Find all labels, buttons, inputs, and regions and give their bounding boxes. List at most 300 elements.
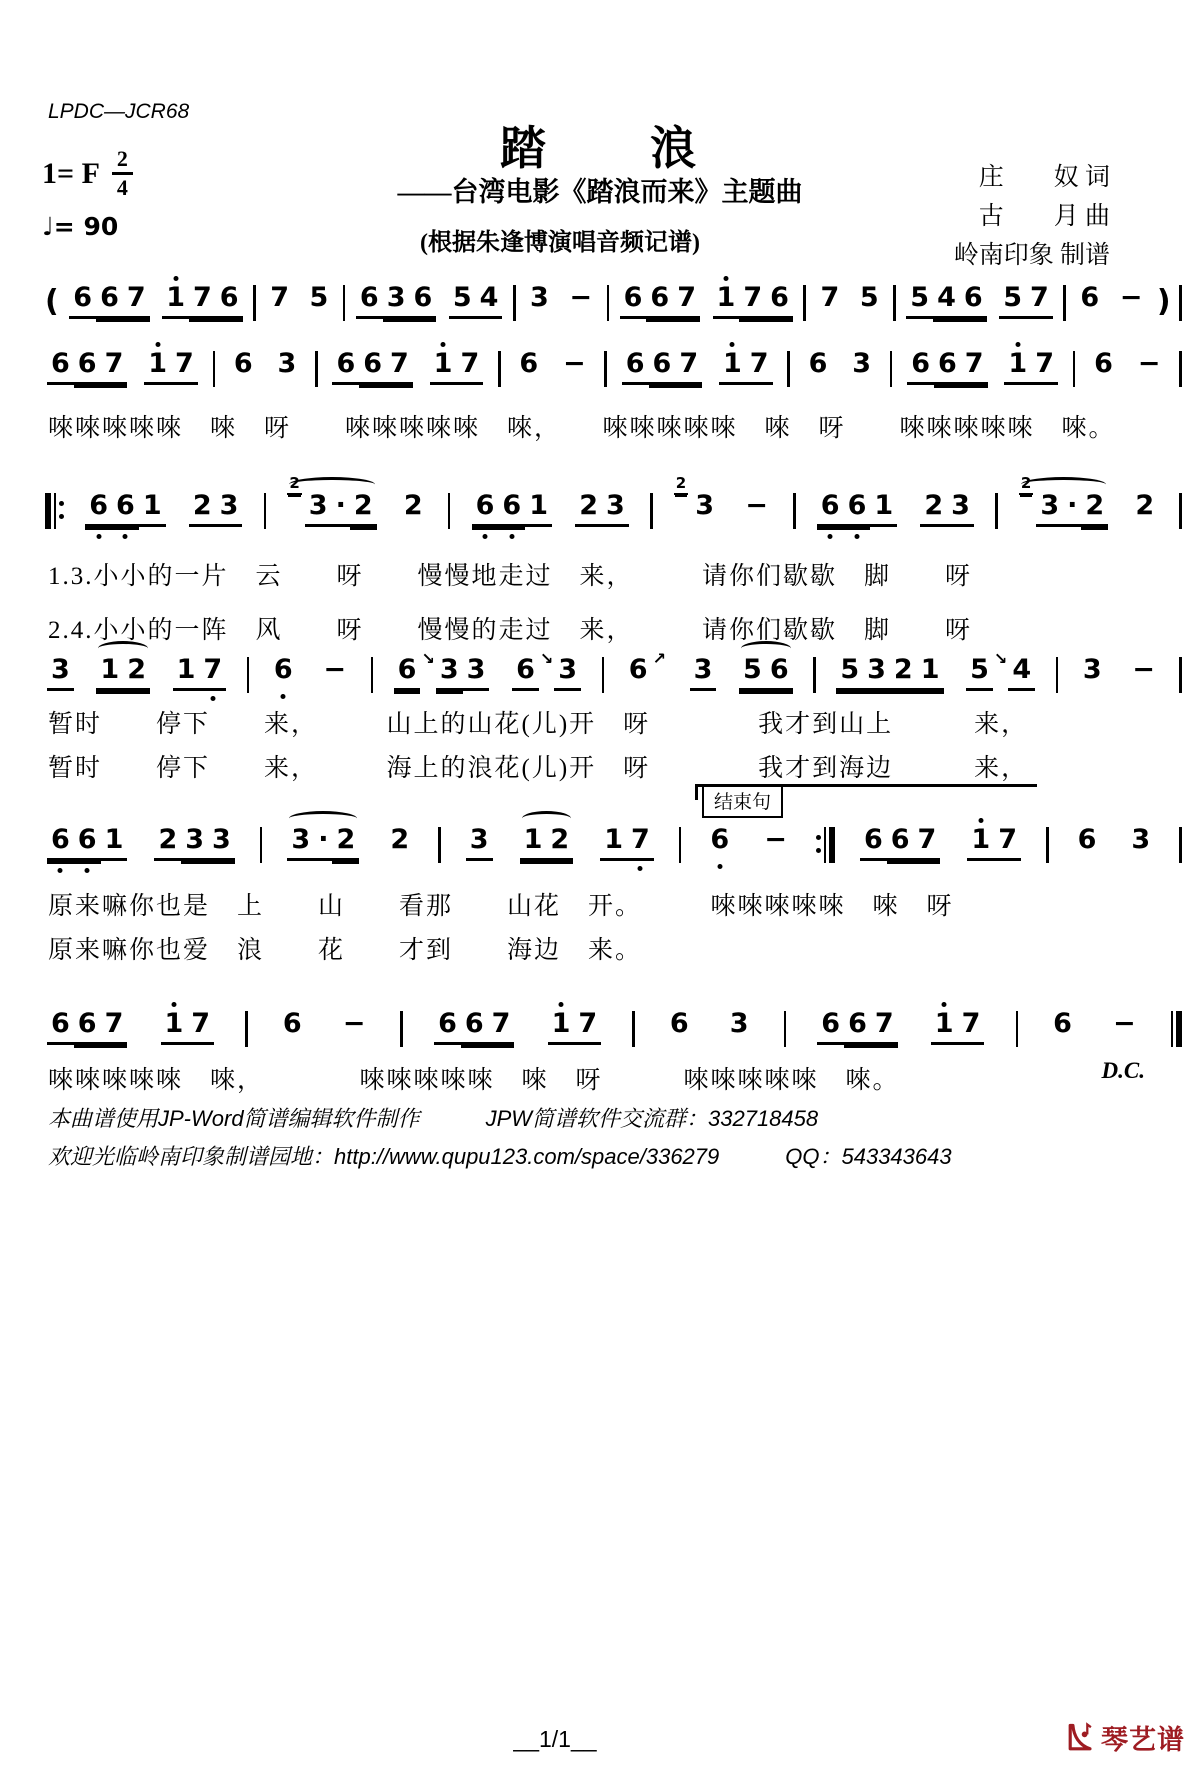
note-group bbox=[964, 649, 1037, 691]
note: 7 bbox=[123, 284, 150, 319]
note: 6 bbox=[498, 492, 525, 527]
note: 3 bbox=[305, 492, 332, 527]
note-group bbox=[159, 1010, 217, 1045]
note-group bbox=[918, 492, 976, 527]
note: 6 bbox=[47, 826, 74, 861]
barline-thin bbox=[54, 493, 57, 529]
note-group bbox=[803, 350, 834, 385]
note: 6 bbox=[649, 350, 676, 385]
barline-thin bbox=[602, 657, 605, 693]
note-group bbox=[546, 1010, 604, 1045]
parenthesis: ) bbox=[1156, 284, 1171, 319]
note: 6 bbox=[47, 1010, 74, 1045]
note: 6 bbox=[622, 350, 649, 385]
note: 7 bbox=[574, 1010, 601, 1045]
barline bbox=[1179, 285, 1182, 321]
note: 6 bbox=[817, 492, 844, 527]
note: 6 bbox=[359, 350, 386, 385]
note: 3 bbox=[1036, 492, 1063, 527]
repeat-dot bbox=[59, 501, 64, 506]
barline-thin bbox=[803, 285, 806, 321]
note-group bbox=[618, 284, 702, 319]
note: 2 bbox=[154, 826, 181, 861]
slide-mark: ↘ bbox=[539, 649, 554, 668]
logo-icon bbox=[1063, 1720, 1099, 1756]
note-group bbox=[1017, 474, 1110, 527]
note: 5 bbox=[999, 284, 1026, 319]
note: · bbox=[314, 826, 332, 861]
note-group bbox=[45, 350, 129, 385]
note: 7 bbox=[871, 1010, 898, 1045]
barline-thin bbox=[213, 351, 216, 387]
barline bbox=[995, 493, 998, 529]
note: · bbox=[1063, 492, 1081, 527]
note-group bbox=[1107, 1010, 1142, 1045]
note: 3 bbox=[947, 492, 974, 527]
note: 7 bbox=[456, 350, 483, 385]
note: 6 bbox=[332, 350, 359, 385]
note-group bbox=[1114, 284, 1149, 319]
note: 6 bbox=[1053, 1008, 1072, 1039]
dc-mark: D.C. bbox=[1101, 1058, 1145, 1083]
note: 6 bbox=[461, 1010, 488, 1045]
lyric-line-verse2: 2.4.小小的一阵 风 呀 慢慢的走过 来， 请你们歇歇 脚 呀 bbox=[48, 617, 973, 644]
barline-thin bbox=[813, 657, 816, 693]
note: 6 bbox=[356, 284, 383, 319]
barline-thin bbox=[604, 351, 607, 387]
note: 1 bbox=[520, 826, 547, 861]
note: 3 bbox=[208, 826, 235, 861]
note: 7 bbox=[101, 350, 128, 385]
note-group bbox=[510, 649, 583, 691]
barline bbox=[1179, 493, 1182, 529]
note-group bbox=[354, 284, 438, 319]
time-signature-bottom: 4 bbox=[116, 175, 128, 200]
barline-thin bbox=[371, 657, 374, 693]
note: 2 bbox=[1081, 492, 1108, 527]
note-group bbox=[929, 1010, 987, 1045]
credits-block bbox=[954, 158, 1110, 275]
note: − bbox=[342, 1008, 366, 1039]
barline-thin bbox=[1179, 351, 1182, 387]
note: 3 bbox=[863, 656, 890, 691]
note: 3 bbox=[690, 656, 717, 691]
repeat-dots bbox=[816, 835, 821, 853]
music-line-4 bbox=[45, 649, 1182, 700]
note-group bbox=[45, 826, 129, 861]
lyric-line-verse1: 1.3.小小的一片 云 呀 慢慢地走过 来， 请你们歇歇 脚 呀 bbox=[48, 563, 973, 590]
note: 7 bbox=[675, 350, 702, 385]
note: − bbox=[562, 348, 586, 379]
note: 7 bbox=[739, 284, 766, 319]
barline bbox=[245, 1011, 248, 1047]
note-group bbox=[965, 826, 1023, 861]
note: 3 bbox=[466, 826, 493, 861]
note: 7 bbox=[994, 826, 1021, 861]
grace-note: 2 bbox=[1019, 476, 1033, 495]
barline-thick bbox=[1176, 1011, 1182, 1047]
note: 1 bbox=[1004, 350, 1031, 385]
note-group bbox=[758, 826, 793, 861]
barline bbox=[602, 657, 605, 693]
note-group bbox=[724, 1010, 755, 1045]
music-line-3 bbox=[45, 474, 1182, 536]
note-group bbox=[272, 350, 303, 385]
note-group bbox=[737, 656, 795, 691]
barline bbox=[793, 493, 796, 529]
note-group bbox=[464, 826, 495, 861]
note: 5 bbox=[966, 656, 993, 691]
note: 3 bbox=[47, 656, 74, 691]
note: 2 bbox=[575, 492, 602, 527]
barline-thin bbox=[253, 285, 256, 321]
note: − bbox=[323, 654, 346, 685]
note-group bbox=[513, 350, 544, 385]
note: 3 bbox=[383, 284, 410, 319]
note: 7 bbox=[820, 282, 840, 313]
note-group bbox=[1002, 350, 1060, 385]
subtitle: ——台湾电影《踏浪而来》主题曲 bbox=[397, 177, 803, 207]
note: 7 bbox=[199, 656, 226, 691]
barline-thin bbox=[513, 285, 516, 321]
barline bbox=[1063, 285, 1066, 321]
note: − bbox=[764, 824, 787, 855]
tempo-value: = 90 bbox=[53, 212, 119, 241]
logo-text: 琴艺谱 bbox=[1101, 1725, 1185, 1755]
barline-thin bbox=[498, 351, 501, 387]
slide-mark: ↘ bbox=[421, 649, 435, 668]
note-group bbox=[228, 350, 259, 385]
repeat-dot bbox=[816, 835, 821, 840]
barline bbox=[1179, 827, 1182, 863]
note-group bbox=[1072, 826, 1103, 861]
barline bbox=[213, 351, 216, 387]
note: 7 bbox=[171, 350, 198, 385]
note-group bbox=[337, 1010, 372, 1045]
slide-mark: ↘ bbox=[993, 649, 1008, 668]
note-group bbox=[152, 826, 236, 861]
note: 3 bbox=[729, 1008, 749, 1039]
note-group bbox=[598, 826, 656, 861]
barline bbox=[247, 657, 250, 693]
note-group bbox=[672, 474, 720, 527]
note: 6 bbox=[620, 284, 647, 319]
barline bbox=[604, 351, 607, 387]
note-group bbox=[187, 492, 245, 527]
note: 6 bbox=[646, 284, 673, 319]
barline bbox=[1016, 1011, 1019, 1047]
note: 6 bbox=[960, 284, 987, 319]
note: 6 bbox=[1094, 348, 1113, 379]
barline-thin bbox=[247, 657, 250, 693]
note-group bbox=[711, 284, 795, 319]
note: 3 bbox=[530, 282, 549, 313]
barline-thin bbox=[1063, 285, 1066, 321]
credit-transcriber: 岭南印象 制谱 bbox=[953, 242, 1110, 269]
note-group bbox=[563, 284, 598, 319]
note-group bbox=[171, 656, 229, 691]
note-group bbox=[398, 492, 429, 527]
note: − bbox=[1113, 1008, 1136, 1039]
note-group bbox=[277, 1010, 308, 1045]
note: 4 bbox=[476, 284, 503, 319]
barline bbox=[315, 351, 318, 387]
note-group bbox=[997, 284, 1055, 319]
barline-thin bbox=[400, 1011, 403, 1047]
note: 7 bbox=[386, 350, 413, 385]
barline bbox=[513, 285, 516, 321]
barline bbox=[400, 1011, 403, 1047]
note: 1 bbox=[870, 492, 897, 527]
grace-note: 2 bbox=[674, 476, 688, 495]
lyric-line-la-final: 唻唻唻唻唻 唻， 唻唻唻唻唻 唻 呀 唻唻唻唻唻 唻。 bbox=[48, 1067, 900, 1094]
note-group bbox=[717, 350, 775, 385]
note: 1 bbox=[162, 284, 189, 319]
note: 6 bbox=[844, 492, 871, 527]
ending-phrase-label: 结束句 bbox=[702, 787, 783, 818]
barline bbox=[343, 285, 346, 321]
barline-thin bbox=[260, 827, 263, 863]
time-signature-top: 2 bbox=[112, 148, 133, 175]
barline bbox=[371, 657, 374, 693]
footer-credit-1: 本曲谱使用JP-Word简谱编辑软件制作 JPW简谱软件交流群：332718458 bbox=[48, 1106, 819, 1131]
barline-thin bbox=[1171, 1011, 1174, 1047]
note: 1 bbox=[139, 492, 166, 527]
note-group bbox=[142, 350, 200, 385]
barline bbox=[1056, 657, 1059, 693]
note: 1 bbox=[430, 350, 457, 385]
barline bbox=[264, 493, 267, 529]
note: 1 bbox=[173, 656, 200, 691]
note: 7 bbox=[187, 1010, 214, 1045]
barline bbox=[1171, 1011, 1182, 1047]
note: 1 bbox=[931, 1010, 958, 1045]
lyric-line-la: 唻唻唻唻唻 唻 呀 唻唻唻唻唻 唻， 唻唻唻唻唻 唻 呀 唻唻唻唻唻 唻。 bbox=[48, 415, 1116, 442]
note: 2 bbox=[1135, 490, 1155, 521]
slide-mark: ↗ bbox=[652, 649, 666, 668]
note: 3 bbox=[287, 826, 314, 861]
note: 3 bbox=[181, 826, 208, 861]
note: 4 bbox=[1008, 656, 1035, 691]
note-group bbox=[317, 656, 352, 691]
lyric-line-verse1c: 原来嘛你也是 上 山 看那 山花 开。 唻唻唻唻唻 唻 呀 bbox=[48, 893, 954, 920]
note: 6 bbox=[410, 284, 437, 319]
note: − bbox=[1137, 348, 1161, 379]
note: 1 bbox=[917, 656, 944, 691]
barline-thin bbox=[650, 493, 653, 529]
note: 2 bbox=[890, 656, 917, 691]
note: 5 bbox=[906, 284, 933, 319]
note: 6 bbox=[96, 284, 123, 319]
barline-thin bbox=[824, 827, 827, 863]
note: 7 bbox=[627, 826, 654, 861]
note: 2 bbox=[350, 492, 377, 527]
barline-thin bbox=[1016, 1011, 1019, 1047]
music-line-2 bbox=[45, 350, 1182, 394]
note: 2 bbox=[403, 490, 423, 521]
note-group bbox=[45, 1010, 129, 1045]
barline-thin bbox=[1179, 827, 1182, 863]
note-group bbox=[557, 350, 592, 385]
note: 6 bbox=[519, 348, 539, 379]
note-group bbox=[1047, 1010, 1078, 1045]
tempo-marking bbox=[42, 212, 118, 241]
barline-thin bbox=[264, 493, 267, 529]
note: 6 bbox=[766, 284, 793, 319]
note-group bbox=[815, 284, 846, 319]
note: 1 bbox=[719, 350, 746, 385]
note: 3 bbox=[852, 348, 872, 379]
note-group bbox=[704, 826, 735, 861]
note-group bbox=[432, 1010, 516, 1045]
barline bbox=[803, 285, 806, 321]
note: 6 bbox=[706, 826, 733, 861]
note-group bbox=[905, 350, 989, 385]
note-group bbox=[94, 656, 152, 691]
barline bbox=[607, 285, 610, 321]
note: 6 bbox=[74, 1010, 101, 1045]
grace-note: 2 bbox=[287, 476, 301, 495]
note-group bbox=[623, 649, 669, 691]
page-indicator: __1/1__ bbox=[513, 1726, 597, 1752]
ending-phrase-bracket bbox=[695, 784, 1037, 819]
barline bbox=[498, 351, 501, 387]
note: 7 bbox=[101, 1010, 128, 1045]
barline bbox=[650, 493, 653, 529]
repeat-dot bbox=[816, 848, 821, 853]
barline bbox=[260, 827, 263, 863]
note-group bbox=[384, 826, 415, 861]
time-signature bbox=[112, 148, 133, 199]
recording-note: (根据朱逢博演唱音频记谱) bbox=[420, 230, 700, 256]
note-group bbox=[1077, 656, 1108, 691]
note: 7 bbox=[1031, 350, 1058, 385]
note: 1 bbox=[967, 826, 994, 861]
credit-lyricist: 庄 奴 词 bbox=[978, 164, 1110, 191]
barline bbox=[1179, 657, 1182, 693]
note: − bbox=[569, 282, 593, 313]
note-group bbox=[330, 350, 414, 385]
barline-thin bbox=[995, 493, 998, 529]
note-group bbox=[428, 350, 486, 385]
credit-composer: 古 月 曲 bbox=[978, 203, 1110, 230]
note: 2 bbox=[390, 824, 410, 855]
barline-thick bbox=[829, 827, 835, 863]
note-group bbox=[620, 350, 704, 385]
note-group bbox=[1074, 284, 1105, 319]
note-group bbox=[904, 284, 988, 319]
note-group bbox=[1088, 350, 1119, 385]
note: 6 bbox=[817, 1010, 844, 1045]
barline bbox=[632, 1011, 635, 1047]
barline bbox=[253, 285, 256, 321]
note: 6 bbox=[512, 656, 539, 691]
note: 7 bbox=[488, 1010, 515, 1045]
barline-thick bbox=[45, 493, 51, 529]
note: 7 bbox=[961, 350, 988, 385]
note-group bbox=[858, 826, 942, 861]
note: 6 bbox=[216, 284, 243, 319]
note: 3 bbox=[554, 656, 581, 691]
barline bbox=[438, 827, 441, 863]
site-logo bbox=[1063, 1718, 1185, 1757]
note: 5 bbox=[859, 282, 879, 313]
note: − bbox=[1132, 654, 1155, 685]
repeat-dot bbox=[59, 514, 64, 519]
note-group bbox=[285, 826, 361, 861]
note: 6 bbox=[472, 492, 499, 527]
barline-thin bbox=[438, 827, 441, 863]
note-group bbox=[834, 656, 945, 691]
note: 6 bbox=[934, 350, 961, 385]
note-group bbox=[447, 284, 505, 319]
note-group bbox=[688, 656, 719, 691]
note-group bbox=[1132, 350, 1167, 385]
note: 3 bbox=[436, 656, 463, 691]
note: 6 bbox=[112, 492, 139, 527]
barline-thin bbox=[1179, 493, 1182, 529]
barline-thin bbox=[1179, 285, 1182, 321]
barline bbox=[1046, 827, 1049, 863]
note: 1 bbox=[144, 350, 171, 385]
note-group bbox=[392, 649, 492, 691]
note: 7 bbox=[1026, 284, 1053, 319]
note-group bbox=[160, 284, 244, 319]
note: 3 bbox=[216, 492, 243, 527]
note-group bbox=[1125, 826, 1156, 861]
barline bbox=[1073, 351, 1076, 387]
note: 2 bbox=[546, 826, 573, 861]
lyric-line-verse2c: 原来嘛你也爱 浪 花 才到 海边 来。 bbox=[48, 937, 643, 964]
barline-thin bbox=[1073, 351, 1076, 387]
note: 5 bbox=[309, 282, 329, 313]
note: 5 bbox=[449, 284, 476, 319]
note: 3 bbox=[1082, 654, 1102, 685]
note-group bbox=[1126, 656, 1161, 691]
barline-thin bbox=[793, 493, 796, 529]
note: 1 bbox=[525, 492, 552, 527]
note-group bbox=[664, 1010, 695, 1045]
barline-thin bbox=[1179, 657, 1182, 693]
note: 6 bbox=[669, 1008, 689, 1039]
repeat-dots bbox=[59, 501, 64, 519]
music-line-6 bbox=[45, 1010, 1182, 1054]
note: 6 bbox=[1080, 282, 1100, 313]
note: 6 bbox=[69, 284, 96, 319]
barline-thin bbox=[632, 1011, 635, 1047]
note-group bbox=[285, 474, 378, 527]
barline bbox=[1179, 351, 1182, 387]
note-group bbox=[264, 284, 295, 319]
note: 3 bbox=[695, 490, 714, 521]
note-group bbox=[573, 492, 631, 527]
barline-thin bbox=[448, 493, 451, 529]
barline bbox=[893, 285, 896, 321]
barline-thin bbox=[1056, 657, 1059, 693]
note: 2 bbox=[123, 656, 150, 691]
key-label: 1= F bbox=[42, 156, 100, 190]
note: 6 bbox=[282, 1008, 302, 1039]
note: 6 bbox=[887, 826, 914, 861]
note: 6 bbox=[233, 348, 253, 379]
music-line-5 bbox=[45, 826, 1182, 870]
note: 6 bbox=[907, 350, 934, 385]
note: 3 bbox=[1131, 824, 1151, 855]
barline-thin bbox=[1046, 827, 1049, 863]
note: 6 bbox=[85, 492, 112, 527]
note: 6 bbox=[74, 826, 101, 861]
note: 7 bbox=[746, 350, 773, 385]
